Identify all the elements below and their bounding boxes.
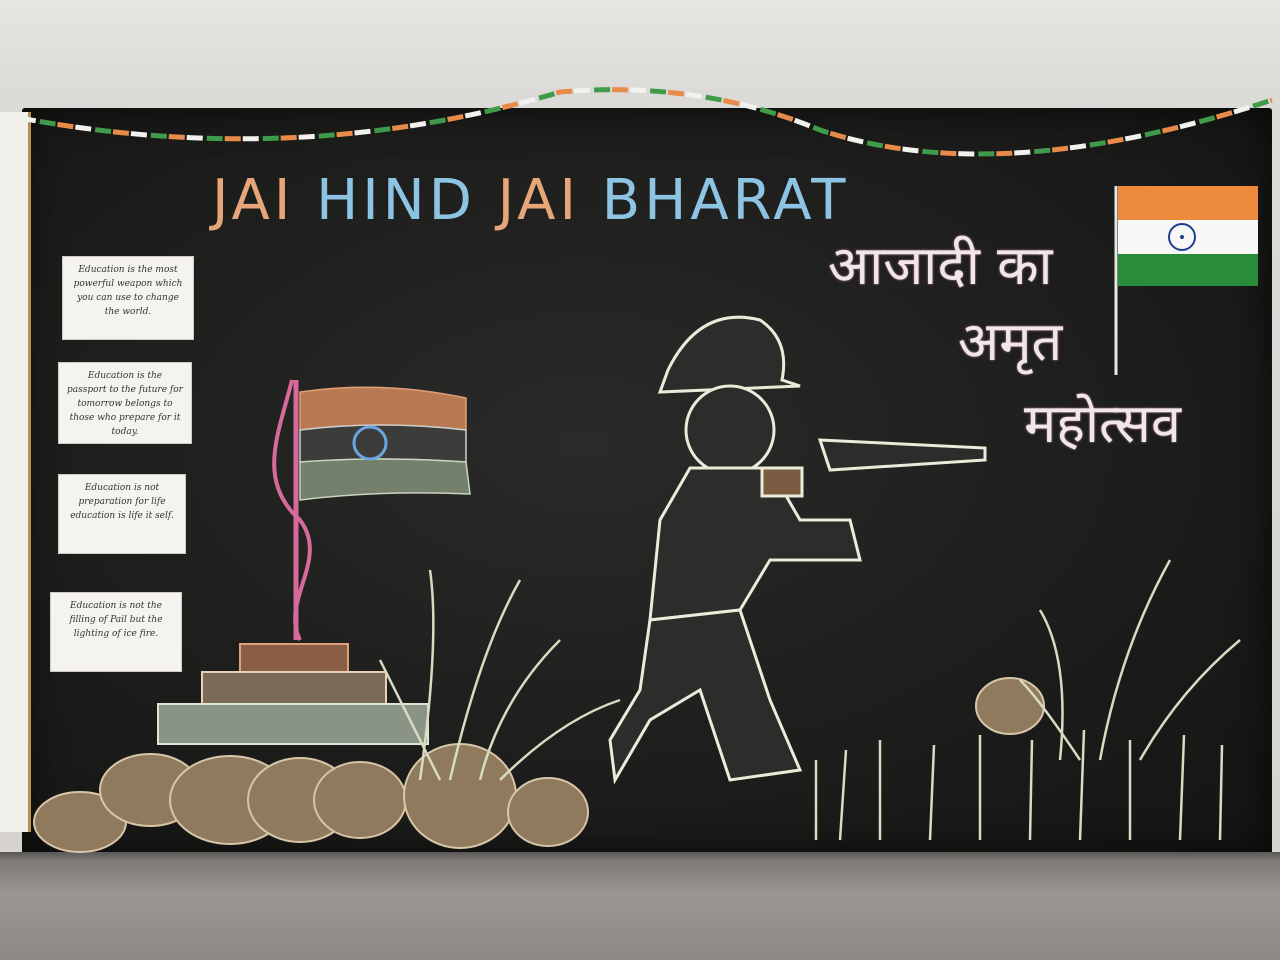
title-word-bharat: BHARAT — [601, 168, 850, 233]
title-word-jai-2: JAI — [497, 168, 580, 233]
note-card-1: Education is the most powerful weapon which you can use to change the world. — [62, 256, 194, 340]
note-card-4: Education is not the filling of Pail but the lighting of ice fire. — [50, 592, 182, 672]
hindi-slogan-line2: अमृत — [958, 310, 1063, 373]
title-word-hind: HIND — [316, 168, 476, 233]
india-flag-top-right — [1116, 186, 1258, 375]
note-card-2: Education is the passport to the future for tomorrow belongs to those who prepare for it today. — [58, 362, 192, 444]
hindi-slogan-line3: महोत्सव — [1024, 392, 1181, 455]
note-card-3: Education is not preparation for life education is life it self. — [58, 474, 186, 554]
hindi-slogan-line1: आजादी का — [828, 234, 1053, 297]
paper-chain-garland — [20, 90, 1272, 154]
title-word-jai: JAI — [212, 168, 295, 233]
chalk-pedestal — [158, 644, 428, 744]
chalk-soldier — [610, 317, 985, 780]
board-title — [212, 168, 849, 233]
chalk-flag-drawing — [274, 380, 470, 640]
